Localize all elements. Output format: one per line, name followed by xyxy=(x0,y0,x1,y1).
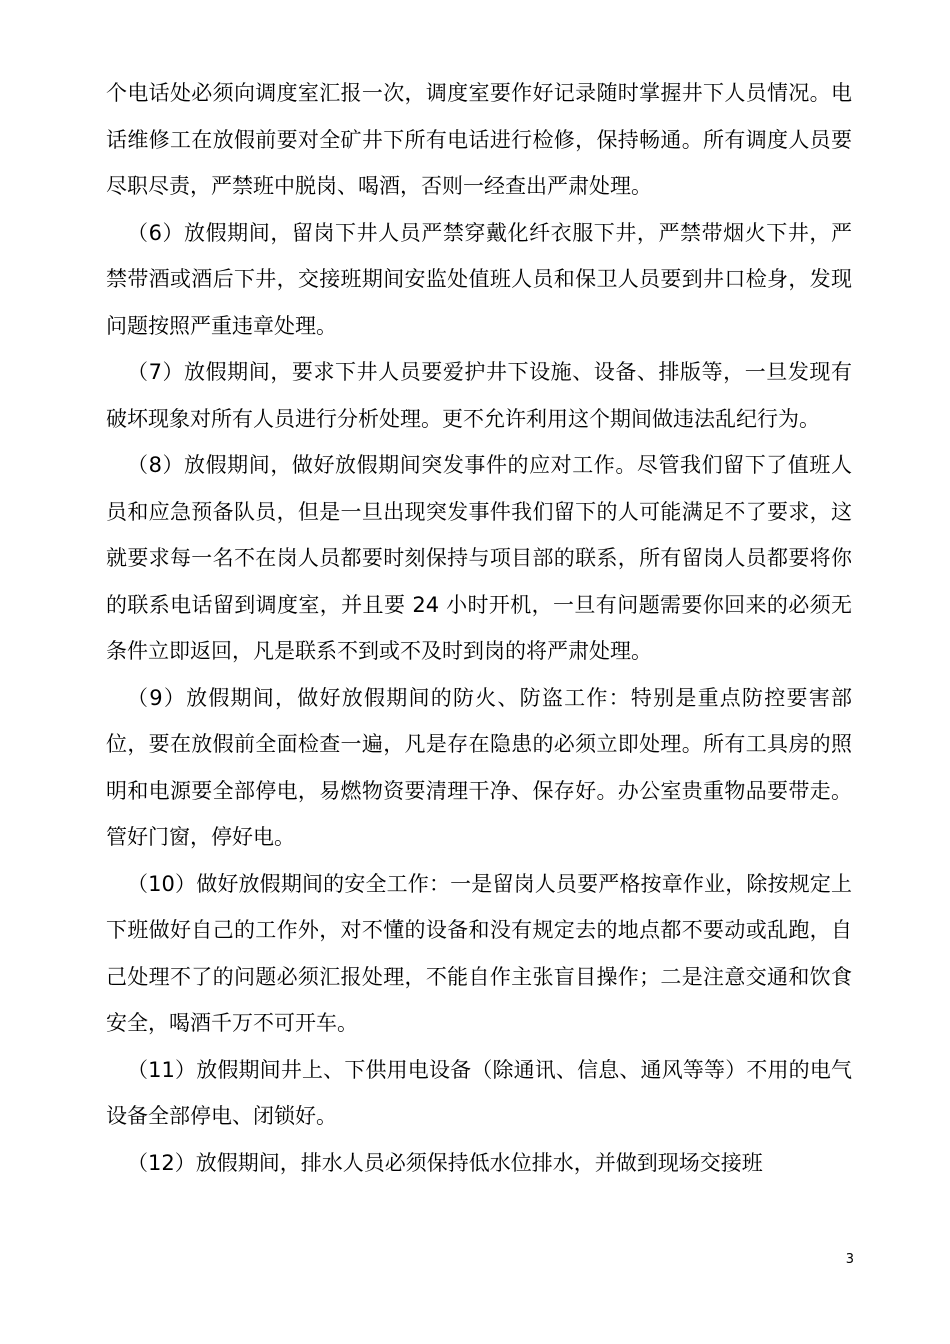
paragraph-item-6: （6）放假期间，留岗下井人员严禁穿戴化纤衣服下井，严禁带烟火下井，严禁带酒或酒后下井，交接班期间安监处值班人员和保卫人员要到井口检身，发现问题按照严重违章处理。 xyxy=(106,220,852,338)
paragraph-item-7: （7）放假期间，要求下井人员要爱护井下设施、设备、排版等，一旦发现有破坏现象对所有人员进行分析处理。更不允许利用这个期间做违法乱纪行为。 xyxy=(106,360,852,431)
paragraph-item-10: （10）做好放假期间的安全工作：一是留岗人员要严格按章作业，除按规定上下班做好自己的工作外，对不懂的设备和没有规定去的地点都不要动或乱跑，自己处理不了的问题必须汇报处理，不能自作主张盲目操作；二是注意交通和饮食安全，喝酒千万不可开车。 xyxy=(106,871,852,1035)
paragraph-item-12: （12）放假期间，排水人员必须保持低水位排水，并做到现场交接班 xyxy=(127,1150,763,1175)
page-number: 3 xyxy=(845,1252,854,1267)
paragraph-continuation: 个电话处必须向调度室汇报一次，调度室要作好记录随时掌握井下人员情况。电话维修工在放假前要对全矿井下所有电话进行检修，保持畅通。所有调度人员要尽职尽责，严禁班中脱岗、喝酒，否则一经查出严肃处理。 xyxy=(106,81,852,198)
document-body xyxy=(106,70,852,1186)
paragraph-item-9: （9）放假期间，做好放假期间的防火、防盗工作：特别是重点防控要害部位，要在放假前全面检查一遍，凡是存在隐患的必须立即处理。所有工具房的照明和电源要全部停电，易燃物资要清理干净、保存好。办公室贵重物品要带走。管好门窗，停好电。 xyxy=(106,685,852,849)
paragraph-item-11: （11）放假期间井上、下供用电设备（除通讯、信息、通风等等）不用的电气设备全部停电、闭锁好。 xyxy=(106,1057,852,1128)
paragraph-item-8: （8）放假期间，做好放假期间突发事件的应对工作。尽管我们留下了值班人员和应急预备队员，但是一旦出现突发事件我们留下的人可能满足不了要求，这就要求每一名不在岗人员都要时刻保持与项目部的联系，所有留岗人员都要将你的联系电话留到调度室，并且要 24 小时开机，一旦有问题需要你回来的必须无条件立即返回，凡是联系不到或不及时到岗的将严肃处理。 xyxy=(106,453,852,663)
